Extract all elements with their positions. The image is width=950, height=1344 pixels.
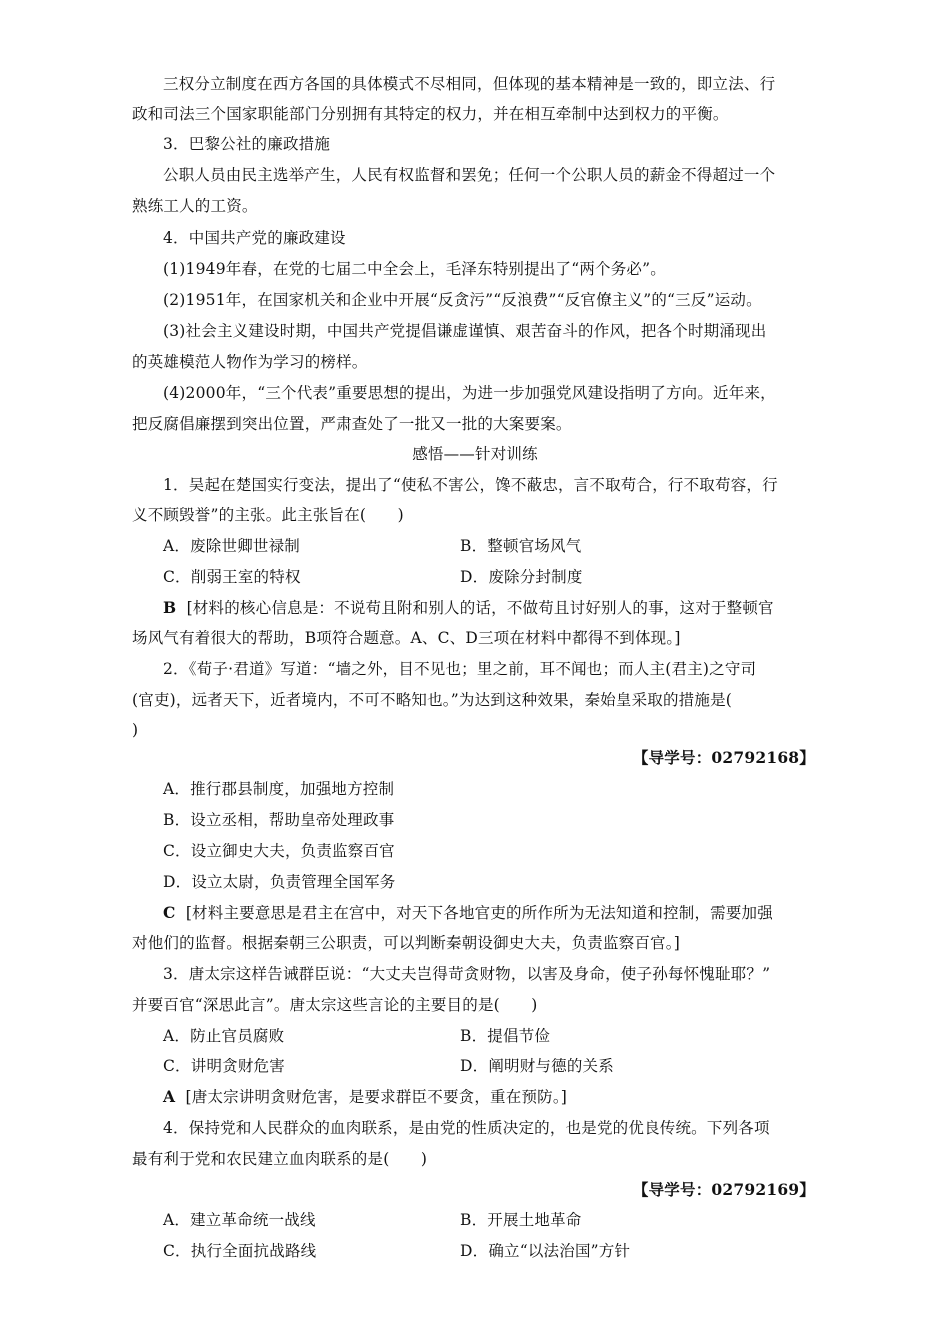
option-d: D．阐明财与德的关系 <box>460 1057 614 1075</box>
question-stem: 3．唐太宗这样告诫群臣说：“大丈夫岂得苛贪财物，以害及身命，使子孙每怀愧耻耶？” <box>163 965 771 983</box>
paragraph-line: (2)1951年，在国家机关和企业中开展“反贪污”“反浪费”“反官僚主义”的“三反”运动。 <box>163 291 762 309</box>
option-a: A．防止官员腐败 <box>163 1027 285 1045</box>
paragraph-line: 公职人员由民主选举产生，人民有权监督和罢免；任何一个公职人员的薪金不得超过一个 <box>163 166 776 184</box>
paragraph-line: 政和司法三个国家职能部门分别拥有其特定的权力，并在相互牵制中达到权力的平衡。 <box>132 105 729 123</box>
guide-number: 【导学号：02792168】 <box>632 748 815 767</box>
answer-line <box>163 903 773 923</box>
option-b: B．开展土地革命 <box>460 1211 582 1229</box>
section-title: 感悟——针对训练 <box>412 445 538 463</box>
answer-letter: A <box>163 1087 176 1106</box>
option-b: B．设立丞相，帮助皇帝处理政事 <box>163 811 395 829</box>
option-c: C．讲明贪财危害 <box>163 1057 285 1075</box>
question-stem: 2．《荀子·君道》写道：“墙之外，目不见也；里之前，耳不闻也；而人主(君主)之守司 <box>163 660 757 678</box>
paragraph-line: 熟练工人的工资。 <box>132 197 258 215</box>
option-d: D．设立太尉，负责管理全国军务 <box>163 873 396 891</box>
paragraph-line: (1)1949年春，在党的七届二中全会上，毛泽东特别提出了“两个务必”。 <box>163 260 666 278</box>
paragraph-line: (4)2000年，“三个代表”重要思想的提出，为进一步加强党风建设指明了方向。近年来， <box>163 384 776 402</box>
answer-line <box>163 598 774 618</box>
question-stem: 并要百官“深思此言”。唐太宗这些言论的主要目的是( ) <box>132 996 538 1014</box>
paragraph-line: (3)社会主义建设时期，中国共产党提倡谦虚谨慎、艰苦奋斗的作风，把各个时期涌现出 <box>163 322 767 340</box>
answer-line <box>163 1087 567 1107</box>
subheading: 4．中国共产党的廉政建设 <box>163 229 346 247</box>
explanation-text: [唐太宗讲明贪财危害，是要求群臣不要贪，重在预防。] <box>185 1088 568 1106</box>
explanation-line: 场风气有着很大的帮助，B项符合题意。A、C、D三项在材料中都得不到体现。] <box>132 629 681 647</box>
subheading: 3．巴黎公社的廉政措施 <box>163 135 331 153</box>
question-stem: ) <box>132 721 139 739</box>
option-c: C．执行全面抗战路线 <box>163 1242 317 1260</box>
question-stem: (官吏)，远者天下，近者境内，不可不略知也。”为达到这种效果，秦始皇采取的措施是( <box>132 691 733 709</box>
paragraph-line: 三权分立制度在西方各国的具体模式不尽相同，但体现的基本精神是一致的，即立法、行 <box>163 75 776 93</box>
option-a: A．建立革命统一战线 <box>163 1211 316 1229</box>
option-c: C．设立御史大夫，负责监察百官 <box>163 842 395 860</box>
option-d: D．废除分封制度 <box>460 568 583 586</box>
option-a: A．推行郡县制度，加强地方控制 <box>163 780 395 798</box>
answer-letter: B <box>163 598 177 617</box>
explanation-text: [材料的核心信息是：不说苟且附和别人的话，不做苟且讨好别人的事，这对于整顿官 <box>186 599 774 617</box>
question-stem: 义不顾毁誉”的主张。此主张旨在( ) <box>132 506 404 524</box>
question-stem: 最有利于党和农民建立血肉联系的是( ) <box>132 1150 428 1168</box>
option-b: B．提倡节俭 <box>460 1027 551 1045</box>
question-stem: 4．保持党和人民群众的血肉联系，是由党的性质决定的，也是党的优良传统。下列各项 <box>163 1119 770 1137</box>
option-b: B．整顿官场风气 <box>460 537 582 555</box>
option-d: D．确立“以法治国”方针 <box>460 1242 631 1260</box>
explanation-text: [材料主要意思是君主在宫中，对天下各地官吏的所作所为无法知道和控制，需要加强 <box>185 904 773 922</box>
paragraph-line: 的英雄模范人物作为学习的榜样。 <box>132 353 368 371</box>
question-stem: 1．吴起在楚国实行变法，提出了“使私不害公，馋不蔽忠，言不取苟合，行不取苟容，行 <box>163 476 778 494</box>
guide-number: 【导学号：02792169】 <box>632 1180 815 1199</box>
paragraph-line: 把反腐倡廉摆到突出位置，严肃查处了一批又一批的大案要案。 <box>132 415 572 433</box>
option-c: C．削弱王室的特权 <box>163 568 301 586</box>
explanation-line: 对他们的监督。根据秦朝三公职责，可以判断秦朝设御史大夫，负责监察百官。] <box>132 934 680 952</box>
option-a: A．废除世卿世禄制 <box>163 537 300 555</box>
answer-letter: C <box>163 903 176 922</box>
